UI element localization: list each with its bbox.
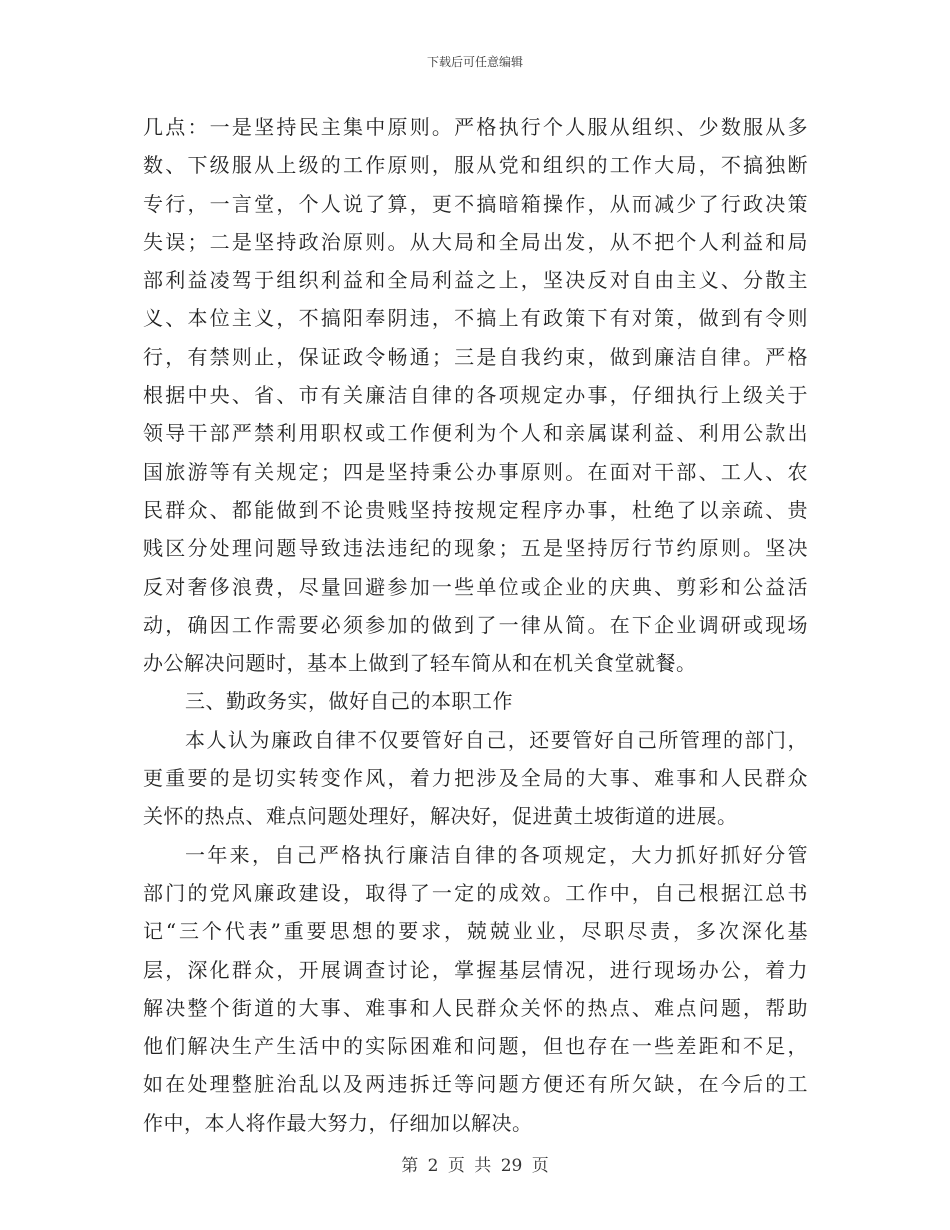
body-line: 义、本位主义，不搞阳奉阴违，不搞上有政策下有对策，做到有令则	[143, 306, 808, 331]
body-line: 更重要的是切实转变作风，着力把涉及全局的大事、难事和人民群众	[143, 766, 808, 791]
body-line: 他们解决生产生活中的实际困难和问题，但也存在一些差距和不足，	[143, 1034, 808, 1059]
body-line: 如在处理整脏治乱以及两违拆迁等问题方便还有所欠缺，在今后的工	[143, 1072, 808, 1097]
page-header-note: 下载后可任意编辑	[426, 55, 523, 69]
body-line: 行，有禁则止，保证政令畅通；三是自我约束，做到廉洁自律。严格	[143, 344, 808, 369]
section-heading: 三、勤政务实，做好自己的本职工作	[185, 689, 513, 714]
body-line: 部门的党风廉政建设，取得了一定的成效。工作中，自己根据江总书	[143, 880, 808, 905]
body-line: 办公解决问题时，基本上做到了轻车简从和在机关食堂就餐。	[143, 651, 697, 676]
body-line: 一年来，自己严格执行廉洁自律的各项规定，大力抓好抓好分管	[185, 842, 808, 867]
body-line: 贱区分处理问题导致违法违纪的现象；五是坚持厉行节约原则。坚决	[143, 536, 808, 561]
body-line: 数、下级服从上级的工作原则，服从党和组织的工作大局，不搞独断	[143, 153, 808, 178]
body-line: 反对奢侈浪费，尽量回避参加一些单位或企业的庆典、剪彩和公益活	[143, 574, 808, 599]
body-line: 部利益凌驾于组织利益和全局利益之上，坚决反对自由主义、分散主	[143, 268, 808, 293]
body-line: 专行，一言堂，个人说了算，更不搞暗箱操作，从而减少了行政决策	[143, 191, 808, 216]
body-line: 解决整个街道的大事、难事和人民群众关怀的热点、难点问题，帮助	[143, 995, 808, 1020]
body-line: 记“三个代表”重要思想的要求，兢兢业业，尽职尽责，多次深化基	[143, 919, 808, 944]
body-line: 关怀的热点、难点问题处理好，解决好，促进黄土坡街道的进展。	[143, 804, 738, 829]
body-line: 作中，本人将作最大努力，仔细加以解决。	[143, 1110, 533, 1135]
body-line: 几点：一是坚持民主集中原则。严格执行个人服从组织、少数服从多	[143, 115, 808, 139]
body-line: 动，确因工作需要必须参加的做到了一律从简。在下企业调研或现场	[143, 612, 808, 637]
body-line: 本人认为廉政自律不仅要管好自己，还要管好自己所管理的部门，	[185, 727, 808, 752]
body-line: 民群众、都能做到不论贵贱坚持按规定程序办事，杜绝了以亲疏、贵	[143, 497, 808, 522]
body-line: 根据中央、省、市有关廉洁自律的各项规定办事，仔细执行上级关于	[143, 383, 808, 408]
body-line: 领导干部严禁利用职权或工作便利为个人和亲属谋利益、利用公款出	[143, 421, 808, 446]
document-body	[143, 108, 808, 1142]
body-line: 失误；二是坚持政治原则。从大局和全局出发，从不把个人利益和局	[143, 229, 808, 254]
body-line: 层，深化群众，开展调查讨论，掌握基层情况，进行现场办公，着力	[143, 957, 808, 982]
body-line: 国旅游等有关规定；四是坚持秉公办事原则。在面对干部、工人、农	[143, 459, 808, 484]
page-number: 第 2 页 共 29 页	[401, 1156, 549, 1176]
